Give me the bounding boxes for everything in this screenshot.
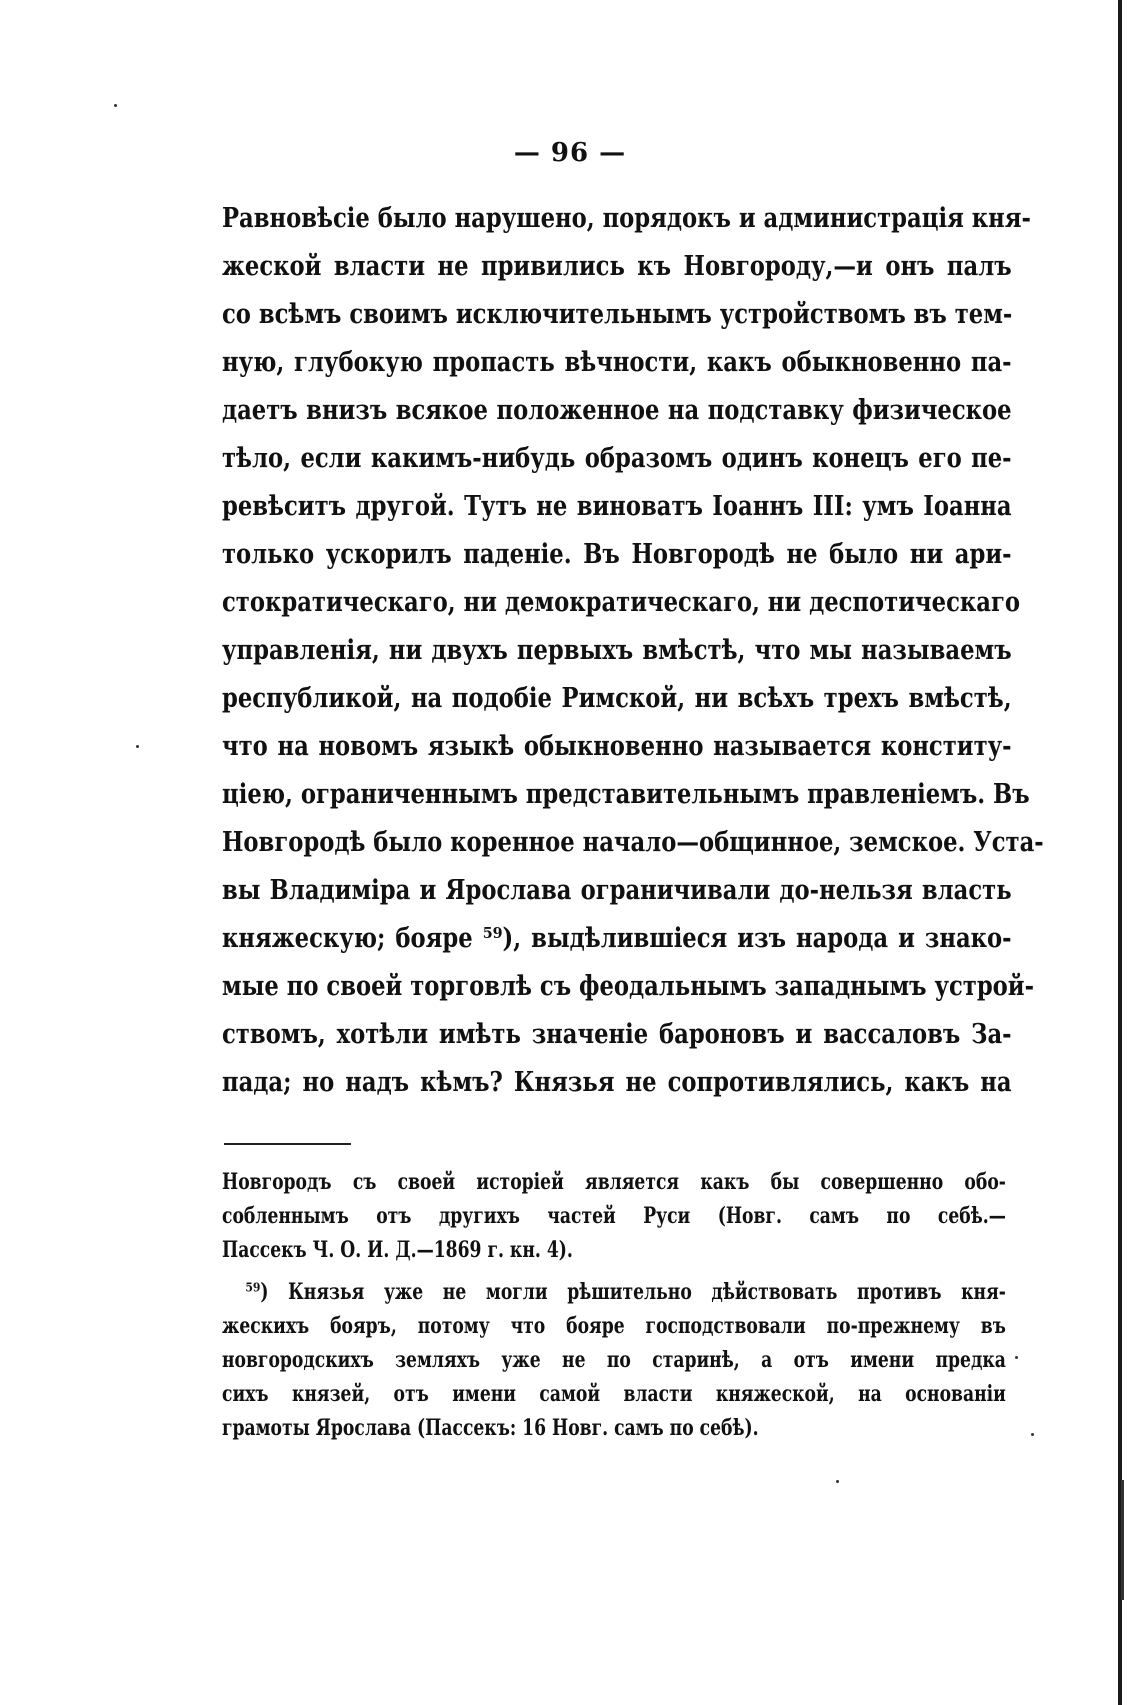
footnote-59-line: сихъ князей, отъ имени самой власти княжеской, на основаніи (222, 1381, 1006, 1407)
text-line: ціею, ограниченнымъ представительнымъ правленіемъ. Въ (222, 779, 1030, 810)
footnote-59-line: жескихъ бояръ, потому что бояре господствовали по-прежнему въ (222, 1313, 1006, 1339)
text-line: княжескую; бояре ⁵⁹), выдѣлившіеся изъ народа и знако- (222, 923, 1012, 954)
text-line: даетъ внизъ всякое положенное на подставку физическое (222, 395, 1012, 426)
text-line: стократическаго, ни демократическаго, ни деспотическаго (222, 587, 1020, 618)
footnote-59-line: грамоты Ярослава (Пассекъ: 16 Новг. самъ по себѣ). (222, 1415, 759, 1441)
scan-speck (136, 745, 139, 748)
text-line: только ускорилъ паденіе. Въ Новгородѣ не было ни ари- (222, 539, 1012, 570)
text-line: республикой, на подобіе Римской, ни всѣхъ трехъ вмѣстѣ, (222, 683, 1012, 714)
text-line: Новгородѣ было коренное начало—общинное, земское. Уста- (222, 827, 1044, 858)
footnote-59-line: новгородскихъ земляхъ уже не по старинѣ, а отъ имени предка (222, 1347, 1006, 1373)
page-number: — 96 — (513, 138, 627, 168)
footnote-59-line: ⁵⁹) Князья уже не могли рѣшительно дѣйствовать противъ кня- (245, 1279, 1006, 1305)
footnote-line: собленнымъ отъ другихъ частей Руси (Новг. самъ по себѣ.— (222, 1203, 1006, 1229)
footnote-line: Новгородъ съ своей исторіей является какъ бы совершенно обо- (222, 1169, 1006, 1195)
main-text (222, 195, 1044, 1107)
text-line: управленія, ни двухъ первыхъ вмѣстѣ, что мы называемъ (222, 635, 1012, 666)
text-line: жеской власти не привились къ Новгороду,—и онъ палъ (222, 251, 1012, 282)
footnote-separator (224, 1143, 351, 1145)
text-line: вы Владиміра и Ярослава ограничивали до-нельзя власть (222, 875, 1012, 906)
text-line: тѣло, если какимъ-нибудь образомъ одинъ конецъ его пе- (222, 443, 1012, 474)
text-line: мые по своей торговлѣ съ феодальнымъ западнымъ устрой- (222, 971, 1035, 1002)
scan-speck (1031, 1433, 1034, 1436)
scan-speck (114, 104, 117, 107)
scan-speck (836, 1480, 839, 1483)
text-line: ревѣситъ другой. Тутъ не виноватъ Іоаннъ III: умъ Іоанна (222, 491, 1012, 522)
text-line: что на новомъ языкѣ обыкновенно называется конститу- (222, 731, 1012, 762)
text-line: пада; но надъ кѣмъ? Князья не сопротивлялись, какъ на (222, 1067, 1012, 1098)
scan-speck (1015, 1356, 1018, 1359)
text-line: ствомъ, хотѣли имѣть значеніе бароновъ и вассаловъ За- (222, 1019, 1012, 1050)
text-line: Равновѣсіе было нарушено, порядокъ и администрація кня- (222, 203, 1031, 234)
page-edge-rule-lower (1121, 1480, 1124, 1600)
footnotes (222, 1165, 1006, 1445)
text-line: со всѣмъ своимъ исключительнымъ устройствомъ въ тем- (222, 299, 1013, 330)
page-edge-rule (1118, 0, 1122, 1705)
text-line: ную, глубокую пропасть вѣчности, какъ обыкновенно па- (222, 347, 1012, 378)
footnote-line: Пассекъ Ч. О. И. Д.—1869 г. кн. 4). (222, 1237, 573, 1263)
